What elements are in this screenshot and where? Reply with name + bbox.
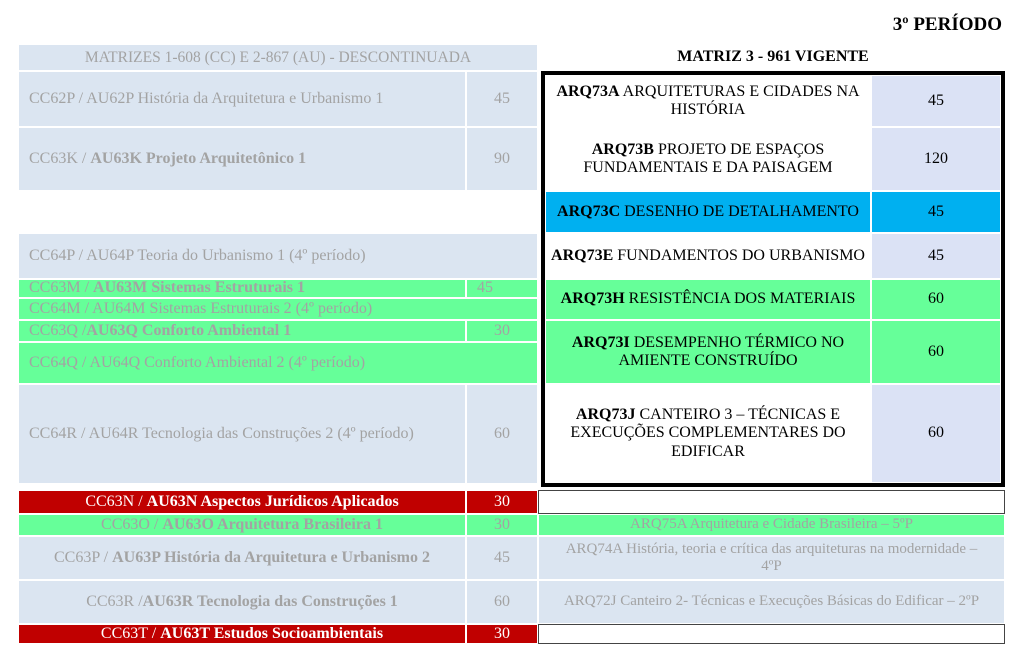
bottom-course-hours: 30: [466, 490, 538, 514]
bottom-course-hours: 60: [466, 580, 538, 624]
bottom-course-hours: 30: [466, 514, 538, 536]
left-course-row: CC64M / AU64M Sistemas Estruturais 2 (4º período): [18, 298, 538, 320]
left-course-row: CC63Q /AU63Q Conforto Ambiental 1: [18, 320, 466, 342]
current-course-name: ARQ73J CANTEIRO 3 – TÉCNICAS E EXECUÇÕES COMPLEMENTARES DO EDIFICAR: [545, 384, 871, 483]
current-course-hours: 45: [871, 233, 1001, 279]
bottom-equivalent: ARQ74A História, teoria e crítica das arquiteturas na modernidade – 4ºP: [538, 536, 1005, 580]
left-course-hours: 30: [466, 320, 538, 342]
bottom-equivalent: [538, 490, 1005, 514]
bottom-course-hours: 30: [466, 624, 538, 644]
current-course-hours: 60: [871, 279, 1001, 320]
current-course-name: ARQ73A ARQUITETURAS E CIDADES NA HISTÓRIA: [545, 75, 871, 127]
current-course-hours: 45: [871, 75, 1001, 127]
page-title: 3º PERÍODO: [892, 14, 1002, 35]
left-course-row: CC63K / AU63K Projeto Arquitetônico 1: [18, 127, 466, 191]
bottom-course-row: CC63N / AU63N Aspectos Jurídicos Aplicados: [18, 490, 466, 514]
bottom-equivalent: [538, 624, 1005, 644]
current-course-name: ARQ73E FUNDAMENTOS DO URBANISMO: [545, 233, 871, 279]
right-header: MATRIZ 3 - 961 VIGENTE: [541, 44, 1005, 71]
empty-row: [18, 191, 538, 233]
left-course-hours: 45: [466, 279, 538, 298]
current-course-hours: 60: [871, 384, 1001, 483]
bottom-equivalent: ARQ75A Arquitetura e Cidade Brasileira – 5ºP: [538, 514, 1005, 536]
left-course-hours: 45: [466, 71, 538, 127]
left-course-row: CC63M / AU63M Sistemas Estruturais 1: [18, 279, 466, 298]
left-course-row: CC64Q / AU64Q Conforto Ambiental 2 (4º período): [18, 342, 538, 384]
current-course-hours: 45: [871, 191, 1001, 233]
current-course-name: ARQ73I DESEMPENHO TÉRMICO NO AMIENTE CONSTRUÍDO: [545, 320, 871, 384]
current-course-hours: 60: [871, 320, 1001, 384]
bottom-course-row: CC63O / AU63O Arquitetura Brasileira 1: [18, 514, 466, 536]
left-course-row: CC64P / AU64P Teoria do Urbanismo 1 (4º período): [18, 233, 538, 279]
current-course-name: ARQ73C DESENHO DE DETALHAMENTO: [545, 191, 871, 233]
bottom-course-row: CC63P / AU63P História da Arquitetura e Urbanismo 2: [18, 536, 466, 580]
left-course-row: CC62P / AU62P História da Arquitetura e Urbanismo 1: [18, 71, 466, 127]
current-course-hours: 120: [871, 127, 1001, 191]
current-course-name: ARQ73B PROJETO DE ESPAÇOS FUNDAMENTAIS E DA PAISAGEM: [545, 127, 871, 191]
bottom-equivalent: ARQ72J Canteiro 2- Técnicas e Execuções Básicas do Edificar – 2ºP: [538, 580, 1005, 624]
current-course-name: ARQ73H RESISTÊNCIA DOS MATERIAIS: [545, 279, 871, 320]
left-course-hours: 60: [466, 384, 538, 484]
left-course-hours: 90: [466, 127, 538, 191]
left-course-row: CC64R / AU64R Tecnologia das Construções 2 (4º período): [18, 384, 466, 484]
bottom-course-hours: 45: [466, 536, 538, 580]
bottom-course-row: CC63T / AU63T Estudos Socioambientais: [18, 624, 466, 644]
left-header: MATRIZES 1-608 (CC) E 2-867 (AU) - DESCONTINUADA: [18, 44, 538, 71]
bottom-course-row: CC63R /AU63R Tecnologia das Construções 1: [18, 580, 466, 624]
